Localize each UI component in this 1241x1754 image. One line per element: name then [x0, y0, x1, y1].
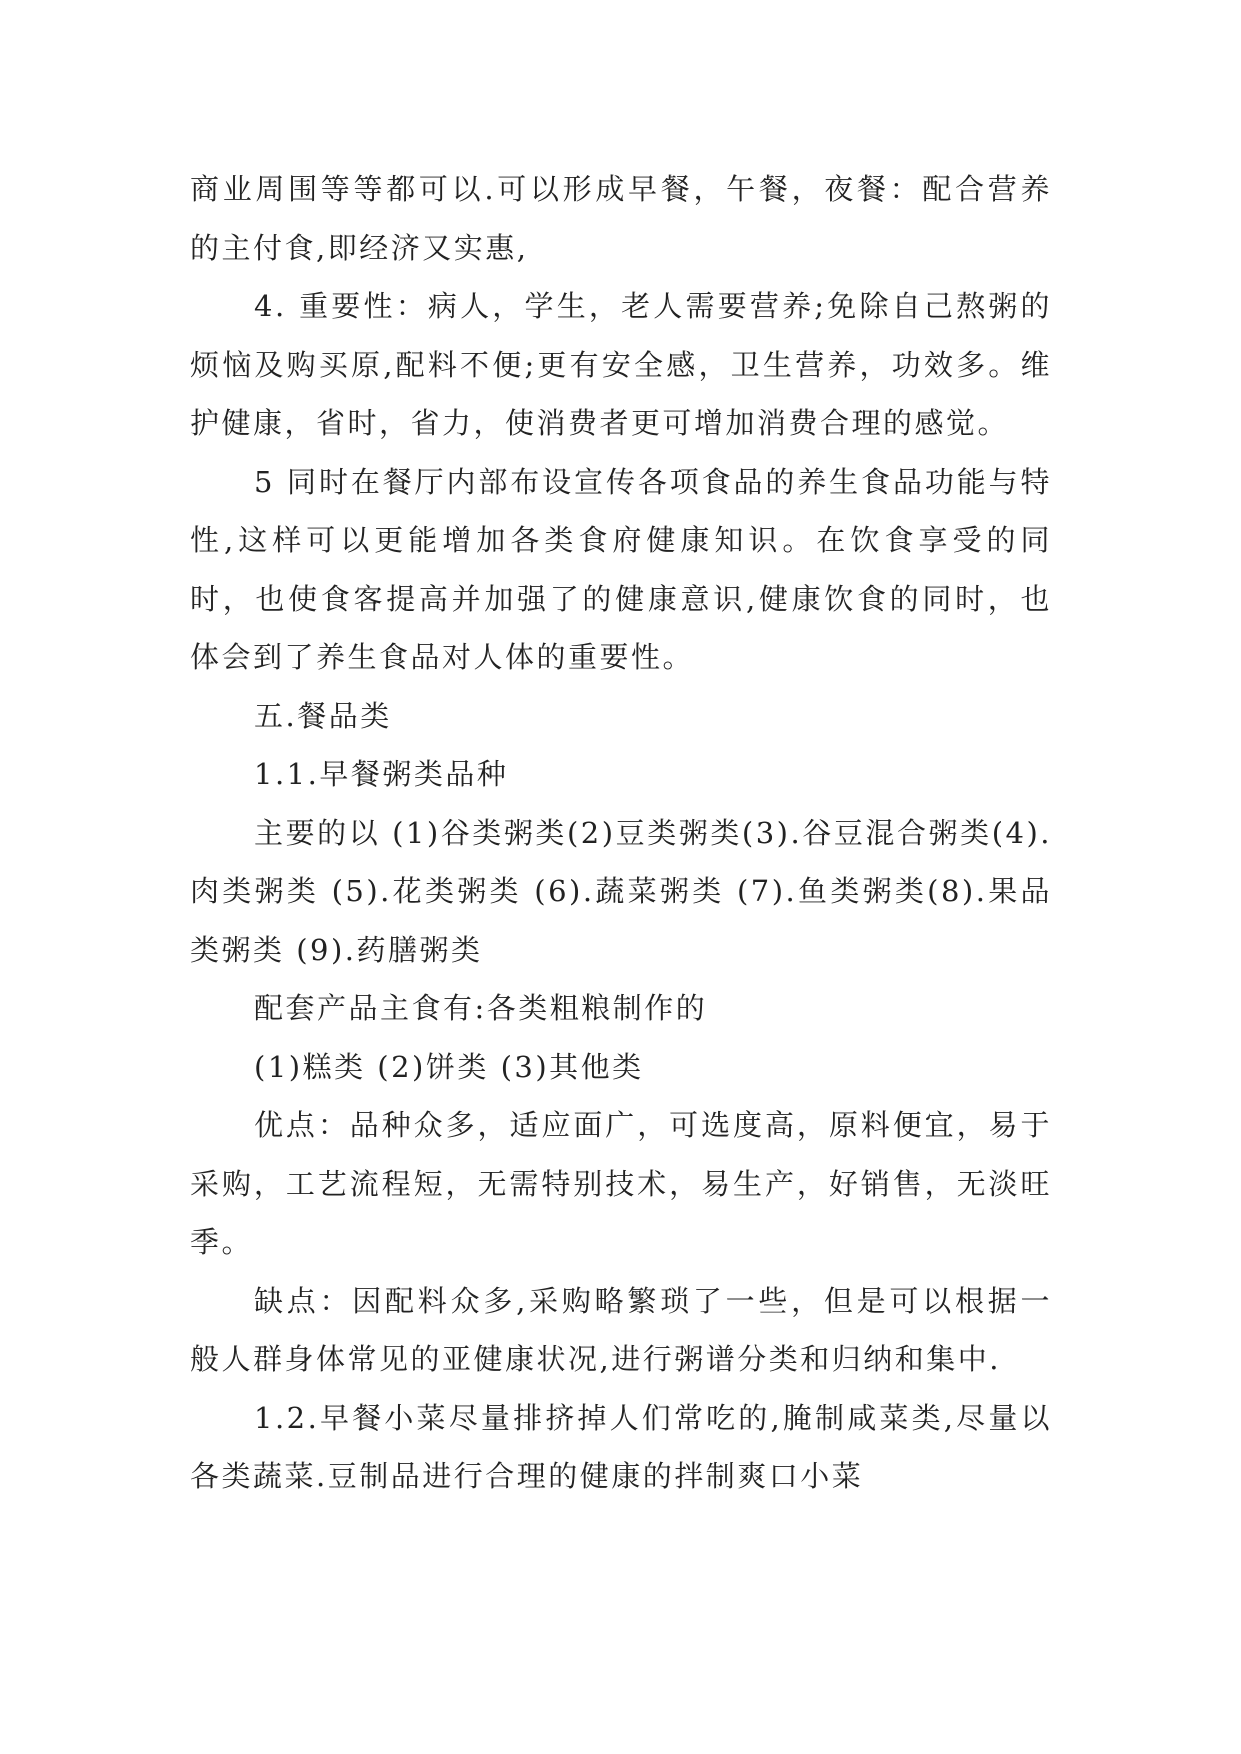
paragraph-importance: 4. 重要性：病人，学生，老人需要营养;免除自己熬粥的烦恼及购买原,配料不便;更有安全感，卫生营养，功效多。维护健康，省时，省力，使消费者更可增加消费合理的感觉。: [190, 289, 1052, 440]
paragraph-staple-foods: 配套产品主食有:各类粗粮制作的: [254, 991, 708, 1025]
subheading-breakfast-porridge: 1.1.早餐粥类品种: [254, 757, 509, 791]
section-heading-menu: 五.餐品类: [254, 698, 392, 733]
paragraph-porridge-types: 主要的以 (1)谷类粥类(2)豆类粥类(3).谷豆混合粥类(4).肉类粥类 (5).花类粥类 (6).蔬菜粥类 (7).鱼类粥类(8).果品类粥类 (9).药膳粥类: [190, 815, 1052, 967]
paragraph-side-dishes: 1.2.早餐小菜尽量排挤掉人们常吃的,腌制咸菜类,尽量以各类蔬菜.豆制品进行合理的健康的拌制爽口小菜: [190, 1400, 1052, 1493]
paragraph-dining-scenarios: 商业周围等等都可以.可以形成早餐，午餐，夜餐：配合营养的主付食,即经济又实惠,: [190, 172, 1052, 265]
paragraph-advantages: 优点：品种众多，适应面广，可选度高，原料便宜，易于采购，工艺流程短，无需特别技术，易生产，好销售，无淡旺季。: [190, 1108, 1052, 1259]
document-body: [190, 160, 1052, 1506]
paragraph-promotion: 5 同时在餐厅内部布设宣传各项食品的养生食品功能与特性,这样可以更能增加各类食府健康知识。在饮食享受的同时，也使食客提高并加强了的健康意识,健康饮食的同时，也体会到了养生食品对人体的重要性。: [190, 464, 1052, 674]
paragraph-staple-types: (1)糕类 (2)饼类 (3)其他类: [254, 1049, 644, 1084]
paragraph-disadvantages: 缺点：因配料众多,采购略繁琐了一些，但是可以根据一般人群身体常见的亚健康状况,进行粥谱分类和归纳和集中.: [190, 1283, 1052, 1376]
